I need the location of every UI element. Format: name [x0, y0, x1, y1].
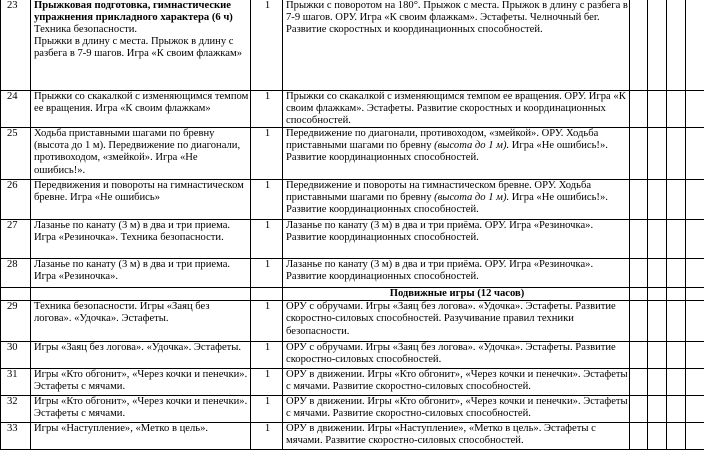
- empty-cell: [630, 128, 648, 180]
- lesson-content: [283, 128, 630, 180]
- empty-cell: [648, 301, 667, 342]
- lesson-topic: Игры «Заяц без логова». «Удочка». Эстафеты.: [31, 342, 251, 369]
- empty-cell: [630, 301, 648, 342]
- table-row: [1, 342, 704, 369]
- empty-cell: [648, 91, 667, 128]
- lesson-number: 30: [1, 342, 31, 369]
- empty-cell: [648, 0, 667, 91]
- content-text: Передвижение по диагонали, противоходом, «змейкой». ОРУ. Ходьба приставными шагами по бревну: [286, 128, 598, 151]
- lesson-number: 23: [1, 0, 31, 91]
- table-row: [1, 180, 704, 220]
- lesson-content: ОРУ в движении. Игры «Кто обгонит», «Через кочки и пенечки». Эстафеты с мячами. Развитие скоростно-силовых способностей.: [283, 396, 630, 423]
- empty-cell: [686, 288, 704, 301]
- table-row: [1, 301, 704, 342]
- empty-cell: [686, 259, 704, 288]
- content-text: Игра «Не ошибись!». Развитие координационных способностей.: [286, 192, 608, 215]
- lesson-content: Прыжки с поворотом на 180°. Прыжок с места. Прыжок в длину с разбега в 7-9 шагов. ОРУ. Игра «К своим флажкам». Эстафеты. Челночный бег. Развитие скоростных и координационных способностей.: [283, 0, 630, 91]
- lesson-content: ОРУ с обручами. Игры «Заяц без логова». «Удочка». Эстафеты. Развитие скоростно-силовых способностей. Разучивание правил техники безопасности.: [283, 301, 630, 342]
- empty-cell: [667, 369, 686, 396]
- lesson-number: 31: [1, 369, 31, 396]
- lesson-hours: 1: [251, 423, 283, 450]
- empty-cell: [686, 396, 704, 423]
- empty-cell: [251, 288, 283, 301]
- empty-cell: [648, 180, 667, 220]
- empty-cell: [630, 342, 648, 369]
- table-row: [1, 0, 704, 91]
- section-title: Подвижные игры (12 часов): [283, 288, 630, 301]
- section-row: [1, 288, 704, 301]
- lesson-topic: Игры «Наступление», «Метко в цель».: [31, 423, 251, 450]
- empty-cell: [630, 396, 648, 423]
- empty-cell: [648, 396, 667, 423]
- empty-cell: [1, 288, 31, 301]
- empty-cell: [648, 220, 667, 259]
- lesson-number: 29: [1, 301, 31, 342]
- empty-cell: [686, 91, 704, 128]
- lesson-hours: 1: [251, 91, 283, 128]
- lesson-number: 32: [1, 396, 31, 423]
- empty-cell: [630, 259, 648, 288]
- empty-cell: [667, 288, 686, 301]
- lesson-content: Лазанье по канату (3 м) в два и три приёма. ОРУ. Игра «Резиночка». Развитие координационных способностей.: [283, 259, 630, 288]
- empty-cell: [686, 369, 704, 396]
- empty-cell: [648, 128, 667, 180]
- lesson-topic: Прыжки со скакалкой с изменяющимся темпом ее вращения. Игра «К своим флажкам»: [31, 91, 251, 128]
- empty-cell: [667, 220, 686, 259]
- lesson-topic: Техника безопасности. Игры «Заяц без логова». «Удочка». Эстафеты.: [31, 301, 251, 342]
- lesson-topic: Игры «Кто обгонит», «Через кочки и пенечки». Эстафеты с мячами.: [31, 396, 251, 423]
- empty-cell: [686, 128, 704, 180]
- empty-cell: [667, 180, 686, 220]
- lesson-number: 24: [1, 91, 31, 128]
- empty-cell: [630, 91, 648, 128]
- empty-cell: [686, 180, 704, 220]
- empty-cell: [648, 342, 667, 369]
- empty-cell: [667, 301, 686, 342]
- empty-cell: [630, 180, 648, 220]
- table-row: [1, 220, 704, 259]
- empty-cell: [648, 369, 667, 396]
- table-row: [1, 128, 704, 180]
- content-text: Передвижение и повороты на гимнастическом бревне. ОРУ. Ходьба приставными шагами по бревну: [286, 180, 591, 203]
- empty-cell: [667, 0, 686, 91]
- empty-cell: [667, 342, 686, 369]
- lesson-topic: Лазанье по канату (3 м) в два и три приема. Игра «Резиночка». Техника безопасности.: [31, 220, 251, 259]
- empty-cell: [667, 396, 686, 423]
- lesson-topic: Передвижения и повороты на гимнастическом бревне. Игра «Не ошибись»: [31, 180, 251, 220]
- empty-cell: [648, 259, 667, 288]
- empty-cell: [686, 301, 704, 342]
- empty-cell: [686, 423, 704, 450]
- empty-cell: [630, 369, 648, 396]
- empty-cell: [686, 220, 704, 259]
- lesson-hours: 1: [251, 342, 283, 369]
- empty-cell: [686, 342, 704, 369]
- section-heading: Прыжковая подготовка, гимнастические упражнения прикладного характера (6 ч): [34, 0, 233, 23]
- lesson-topic: [31, 0, 251, 91]
- lesson-number: 27: [1, 220, 31, 259]
- lesson-content: [283, 180, 630, 220]
- lesson-hours: 1: [251, 301, 283, 342]
- table-row: [1, 259, 704, 288]
- lesson-content: ОРУ в движении. Игры «Кто обгонит», «Через кочки и пенечки». Эстафеты с мячами. Развитие скоростно-силовых способностей.: [283, 369, 630, 396]
- lesson-content: Прыжки со скакалкой с изменяющимся темпом ее вращения. ОРУ. Игра «К своим флажкам». Эстафеты. Развитие скоростных и координационных способностей.: [283, 91, 630, 128]
- lesson-number: 33: [1, 423, 31, 450]
- lesson-topic: Ходьба приставными шагами по бревну (высота до 1 м). Передвижение по диагонали, противоходом, «змейкой». Игра «Не ошибись!».: [31, 128, 251, 180]
- empty-cell: [630, 423, 648, 450]
- empty-cell: [667, 423, 686, 450]
- empty-cell: [648, 423, 667, 450]
- lesson-content: ОРУ с обручами. Игры «Заяц без логова». «Удочка». Эстафеты. Развитие скоростно-силовых способностей.: [283, 342, 630, 369]
- empty-cell: [31, 288, 251, 301]
- content-text: Игра «Не ошибись!». Развитие координационных способностей.: [286, 140, 608, 163]
- lesson-hours: 1: [251, 259, 283, 288]
- empty-cell: [667, 259, 686, 288]
- table-row: [1, 423, 704, 450]
- empty-cell: [667, 128, 686, 180]
- lesson-number: 25: [1, 128, 31, 180]
- lesson-hours: 1: [251, 369, 283, 396]
- empty-cell: [686, 0, 704, 91]
- lesson-hours: 1: [251, 128, 283, 180]
- table-row: [1, 396, 704, 423]
- content-italic: (высота до 1 м).: [434, 140, 509, 151]
- lesson-number: 28: [1, 259, 31, 288]
- empty-cell: [630, 220, 648, 259]
- table-row: [1, 369, 704, 396]
- empty-cell: [667, 91, 686, 128]
- empty-cell: [630, 0, 648, 91]
- lesson-content: Лазанье по канату (3 м) в два и три приёма. ОРУ. Игра «Резиночка». Развитие координационных способностей.: [283, 220, 630, 259]
- lesson-topic: Игры «Кто обгонит», «Через кочки и пенечки». Эстафеты с мячами.: [31, 369, 251, 396]
- content-italic: (высота до 1 м).: [434, 192, 509, 203]
- lesson-topic: Лазанье по канату (3 м) в два и три приема. Игра «Резиночка».: [31, 259, 251, 288]
- empty-cell: [648, 288, 667, 301]
- lesson-content: ОРУ в движении. Игры «Наступление», «Метко в цель». Эстафеты с мячами. Развитие скоростно-силовых способностей.: [283, 423, 630, 450]
- lesson-hours: 1: [251, 0, 283, 91]
- lesson-hours: 1: [251, 180, 283, 220]
- topic-text: Техника безопасности. Прыжки в длину с места. Прыжок в длину с разбега в 7-9 шагов. Игра «К своим флажкам»: [34, 24, 242, 59]
- lesson-hours: 1: [251, 220, 283, 259]
- lesson-number: 26: [1, 180, 31, 220]
- table-row: [1, 91, 704, 128]
- lesson-hours: 1: [251, 396, 283, 423]
- empty-cell: [630, 288, 648, 301]
